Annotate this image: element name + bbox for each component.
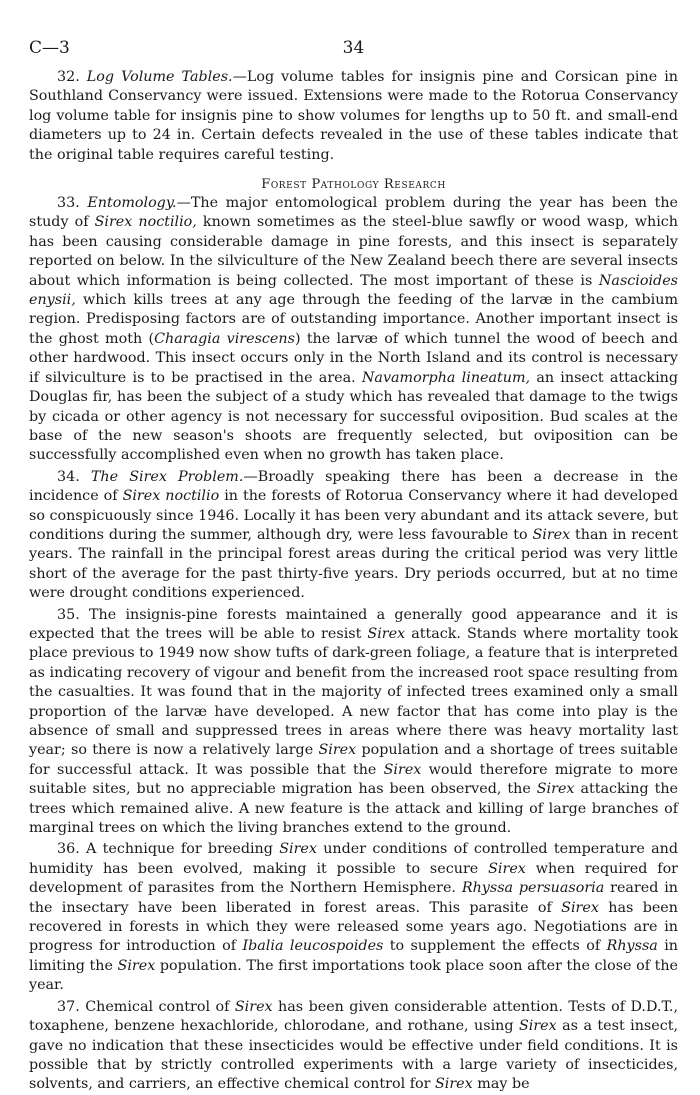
page-header: [29, 38, 678, 68]
paragraph-32: 32. Log Volume Tables.—Log volume tables for insignis pine and Corsican pine in Southland Conservancy were issued. Extensions were made to the Rotorua Conservancy log volume table for insignis pine to show volumes for lengths up to 50 ft. and small-end diameters up to 24 in. Certain defects revealed in the use of these tables indicate that the original table requires careful testing.: [29, 69, 678, 163]
paragraph-36: 36. A technique for breeding Sirex under conditions of controlled temperature and humidity has been evolved, making it possible to secure Sirex when required for development of parasites from the Northern Hemisphere. Rhyssa persuasoria reared in the insectary have been liberated in forest areas. This parasite of Sirex has been recovered in forests in which they were released some years ago. Negotiations are in progress for introduction of Ibalia leucospoides to supplement the effects of Rhyssa in limiting the Sirex population. The first importations took place soon after the close of the year.: [29, 841, 679, 994]
paragraph-34: 34. The Sirex Problem.—Broadly speaking there has been a decrease in the incidence of Sirex noctilio in the forests of Rotorua Conservancy where it had developed so conspicuously since 1946. Locally it has been very abundant and its attack severe, but conditions during the summer, although dry, were less favourable to Sirex than in recent years. The rainfall in the principal forest areas during the critical period was very little short of the average for the past thirty-five years. Dry periods occurred, but at no time were drought conditions experienced.: [29, 468, 678, 602]
paragraph-title: Log Volume Tables.: [86, 69, 233, 85]
paragraph-33: 33. Entomology.—The major entomological problem during the year has been the study of Sirex noctilio, known sometimes as the steel-blue sawfly or wood wasp, which has been causing considerable damage in pine forests, and this insect is separately reported on below. In the silviculture of the New Zealand beech there are several insects about which information is being collected. The most important of these is Nascioides enysii, which kills trees at any age through the feeding of the larvæ in the cambium region. Predisposing factors are of outstanding importance. Another important insect is the ghost moth (Charagia virescens) the larvæ of which tunnel the wood of beech and other hardwood. This insect occurs only in the North Island and its control is necessary if silviculture is to be practised in the area. Navamorpha lineatum, an insect attacking Douglas fir, has been the subject of a study which has revealed that damage to the twigs by cicada or other agency is not necessary for successful oviposition. Bud scales at the base of the new season's shoots are frequently selected, but oviposition can be successfully accomplished even when no growth has taken place.: [29, 195, 679, 464]
paragraph-37: 37. Chemical control of Sirex has been given considerable attention. Tests of D.D.T., toxaphene, benzene hexachloride, chlorodane, and rothane, using Sirex as a test insect, gave no indication that these insecticides would be effective under field conditions. It is possible that by strictly controlled experiments with a large variety of insecticides, solvents, and carriers, an effective chemical control for Sirex may be: [29, 998, 679, 1093]
paragraph-35: 35. The insignis-pine forests maintained a generally good appearance and it is expected that the trees will be able to resist Sirex attack. Stands where mortality took place previous to 1949 now show tufts of dark-green foliage, a feature that is interpreted as indicating recovery of vigour and benefit from the increased root space resulting from the casualties. It was found that in the majority of infected trees examined only a small proportion of the larvæ have developed. A new factor that has come into play is the absence of small and suppressed trees in areas where there was heavy mortality last year; so there is now a relatively large Sirex population and a shortage of trees suitable for successful attack. It was possible that the Sirex would therefore migrate to more suitable sites, but no appreciable migration has been observed, the Sirex attacking the trees which remained alive. A new feature is the attack and killing of large branches of marginal trees on which the living branches extend to the ground.: [29, 606, 678, 837]
paragraph-title: Entomology.: [87, 195, 177, 212]
document-reference: C—3: [29, 38, 70, 58]
page-number: 34: [342, 38, 365, 58]
paragraph-title: The Sirex Problem.: [90, 468, 244, 485]
section-heading: Forest Pathology Research: [261, 177, 446, 193]
